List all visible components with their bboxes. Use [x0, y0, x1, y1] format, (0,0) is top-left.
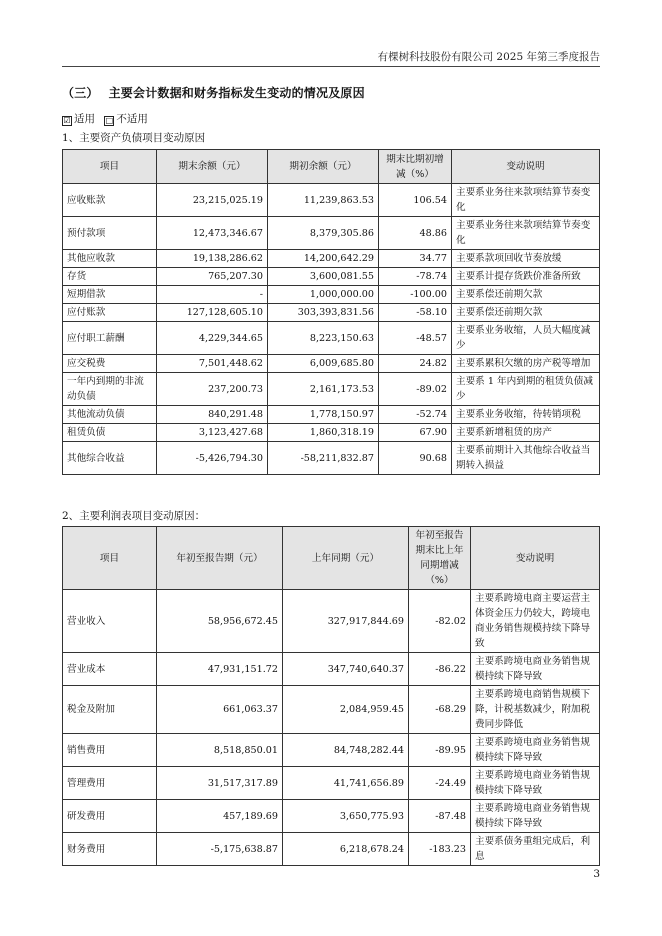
row-item-cell: 应付账款: [63, 304, 157, 322]
row-item-cell: 存货: [63, 268, 157, 286]
value-cell: 90.68: [379, 442, 452, 475]
value-cell: -89.95: [409, 734, 471, 767]
value-cell: 765,207.30: [157, 268, 268, 286]
balance-sheet-row: [63, 406, 600, 424]
row-item-cell: 应付职工薪酬: [63, 322, 157, 355]
reason-cell: 主要系 1 年内到期的租赁负债减少: [452, 373, 600, 406]
reason-cell: 主要系前期计入其他综合收益当期转入损益: [452, 442, 600, 475]
value-cell: -89.02: [379, 373, 452, 406]
balance-sheet-row: [63, 217, 600, 250]
value-cell: 106.54: [379, 184, 452, 217]
reason-cell: 主要系跨境电商业务销售规模持续下降导致: [471, 800, 600, 833]
balance-sheet-row: [63, 250, 600, 268]
row-item-cell: 其他应收款: [63, 250, 157, 268]
balance-sheet-row: [63, 184, 600, 217]
not-applies-checkbox[interactable]: □: [105, 116, 114, 125]
col-header: 变动说明: [452, 150, 600, 184]
value-cell: 31,517,317.89: [157, 767, 283, 800]
col-header: 年初至报告期（元）: [157, 527, 283, 590]
value-cell: 47,931,151.72: [157, 653, 283, 686]
value-cell: 14,200,642.29: [268, 250, 379, 268]
row-item-cell: 应交税费: [63, 355, 157, 373]
balance-sheet-header-row: [63, 150, 600, 184]
balance-sheet-row: [63, 373, 600, 406]
reason-cell: 主要系累积欠缴的房产税等增加: [452, 355, 600, 373]
income-statement-caption: 2、主要利润表项目变动原因：: [62, 510, 206, 522]
balance-sheet-row: [63, 304, 600, 322]
value-cell: 3,650,775.93: [283, 800, 409, 833]
value-cell: 3,123,427.68: [157, 424, 268, 442]
value-cell: 457,189.69: [157, 800, 283, 833]
reason-cell: 主要系业务往来款项结算节奏变化: [452, 184, 600, 217]
balance-sheet-row: [63, 286, 600, 304]
balance-sheet-caption: 1、主要资产负债项目变动原因: [62, 132, 206, 144]
row-item-cell: 管理费用: [63, 767, 157, 800]
value-cell: 48.86: [379, 217, 452, 250]
value-cell: -183.23: [409, 833, 471, 866]
reason-cell: 主要系跨境电商主要运营主体资金压力仍较大，跨境电商业务销售规模持续下降导致: [471, 590, 600, 653]
value-cell: 7,501,448.62: [157, 355, 268, 373]
income-statement-header-row: [63, 527, 600, 590]
value-cell: -5,175,638.87: [157, 833, 283, 866]
value-cell: 237,200.73: [157, 373, 268, 406]
reason-cell: 主要系偿还前期欠款: [452, 286, 600, 304]
row-item-cell: 税金及附加: [63, 686, 157, 734]
value-cell: 8,379,305.86: [268, 217, 379, 250]
row-item-cell: 营业收入: [63, 590, 157, 653]
col-header: 项目: [63, 150, 157, 184]
income-statement-row: [63, 590, 600, 653]
value-cell: 11,239,863.53: [268, 184, 379, 217]
income-statement-row: [63, 653, 600, 686]
section-title: [62, 84, 365, 101]
row-item-cell: 一年内到期的非流动负债: [63, 373, 157, 406]
value-cell: 6,009,685.80: [268, 355, 379, 373]
balance-sheet-row: [63, 424, 600, 442]
value-cell: -52.74: [379, 406, 452, 424]
row-item-cell: 营业成本: [63, 653, 157, 686]
value-cell: -58.10: [379, 304, 452, 322]
income-statement-row: [63, 767, 600, 800]
balance-sheet-row: [63, 268, 600, 286]
reason-cell: 主要系跨境电商销售规模下降，计税基数减少，附加税费同步降低: [471, 686, 600, 734]
value-cell: 127,128,605.10: [157, 304, 268, 322]
value-cell: 41,741,656.89: [283, 767, 409, 800]
applies-checkbox[interactable]: ☑: [63, 116, 71, 125]
section-title-text: 主要会计数据和财务指标发生变动的情况及原因: [108, 86, 365, 100]
value-cell: 8,518,850.01: [157, 734, 283, 767]
reason-cell: 主要系跨境电商业务销售规模持续下降导致: [471, 734, 600, 767]
reason-cell: 主要系款项回收节奏放缓: [452, 250, 600, 268]
value-cell: 3,600,081.55: [268, 268, 379, 286]
value-cell: 67.90: [379, 424, 452, 442]
col-header: 期末余额（元）: [157, 150, 268, 184]
applicability-row: [62, 111, 148, 126]
value-cell: -24.49: [409, 767, 471, 800]
row-item-cell: 销售费用: [63, 734, 157, 767]
value-cell: 6,218,678.24: [283, 833, 409, 866]
income-statement-row: [63, 686, 600, 734]
reason-cell: 主要系新增租赁的房产: [452, 424, 600, 442]
value-cell: -100.00: [379, 286, 452, 304]
col-header: 上年同期（元）: [283, 527, 409, 590]
reason-cell: 主要系跨境电商业务销售规模持续下降导致: [471, 653, 600, 686]
col-header: 项目: [63, 527, 157, 590]
report-header: 有棵树科技股份有限公司 2025 年第三季度报告: [377, 51, 600, 63]
value-cell: -82.02: [409, 590, 471, 653]
value-cell: 840,291.48: [157, 406, 268, 424]
value-cell: -86.22: [409, 653, 471, 686]
value-cell: -68.29: [409, 686, 471, 734]
income-statement-row: [63, 734, 600, 767]
row-item-cell: 研发费用: [63, 800, 157, 833]
header-divider: [62, 66, 600, 67]
reason-cell: 主要系跨境电商业务销售规模持续下降导致: [471, 767, 600, 800]
value-cell: 2,161,173.53: [268, 373, 379, 406]
balance-sheet-table: [62, 149, 600, 475]
reason-cell: 主要系业务收缩，待转销项税: [452, 406, 600, 424]
applies-label: 适用: [74, 113, 95, 125]
section-index: （三）: [62, 86, 99, 100]
balance-sheet-row: [63, 322, 600, 355]
row-item-cell: 短期借款: [63, 286, 157, 304]
value-cell: 84,748,282.44: [283, 734, 409, 767]
value-cell: 303,393,831.56: [268, 304, 379, 322]
value-cell: -58,211,832.87: [268, 442, 379, 475]
income-statement-table: [62, 526, 600, 866]
value-cell: 4,229,344.65: [157, 322, 268, 355]
reason-cell: 主要系计提存货跌价准备所致: [452, 268, 600, 286]
row-item-cell: 其他综合收益: [63, 442, 157, 475]
col-header: 变动说明: [471, 527, 600, 590]
reason-cell: 主要系业务收缩，人员大幅度减少: [452, 322, 600, 355]
col-header: 年初至报告期末比上年同期增减（%）: [409, 527, 471, 590]
value-cell: -5,426,794.30: [157, 442, 268, 475]
value-cell: 347,740,640.37: [283, 653, 409, 686]
value-cell: -48.57: [379, 322, 452, 355]
value-cell: 12,473,346.67: [157, 217, 268, 250]
value-cell: -: [157, 286, 268, 304]
reason-cell: 主要系业务往来款项结算节奏变化: [452, 217, 600, 250]
value-cell: 661,063.37: [157, 686, 283, 734]
row-item-cell: 预付款项: [63, 217, 157, 250]
value-cell: 8,223,150.63: [268, 322, 379, 355]
row-item-cell: 其他流动负债: [63, 406, 157, 424]
reason-cell: 主要系偿还前期欠款: [452, 304, 600, 322]
value-cell: 327,917,844.69: [283, 590, 409, 653]
balance-sheet-row: [63, 355, 600, 373]
value-cell: 1,778,150.97: [268, 406, 379, 424]
row-item-cell: 租赁负债: [63, 424, 157, 442]
row-item-cell: 财务费用: [63, 833, 157, 866]
value-cell: 34.77: [379, 250, 452, 268]
col-header: 期末比期初增减（%）: [379, 150, 452, 184]
value-cell: 1,860,318.19: [268, 424, 379, 442]
balance-sheet-row: [63, 442, 600, 475]
value-cell: 23,215,025.19: [157, 184, 268, 217]
value-cell: 58,956,672.45: [157, 590, 283, 653]
income-statement-row: [63, 800, 600, 833]
value-cell: -87.48: [409, 800, 471, 833]
row-item-cell: 应收账款: [63, 184, 157, 217]
value-cell: 24.82: [379, 355, 452, 373]
not-applies-label: 不适用: [116, 113, 148, 125]
value-cell: 19,138,286.62: [157, 250, 268, 268]
value-cell: 2,084,959.45: [283, 686, 409, 734]
col-header: 期初余额（元）: [268, 150, 379, 184]
page-number: 3: [593, 868, 600, 880]
value-cell: 1,000,000.00: [268, 286, 379, 304]
value-cell: -78.74: [379, 268, 452, 286]
reason-cell: 主要系债务重组完成后，利息: [471, 833, 600, 866]
income-statement-row: [63, 833, 600, 866]
